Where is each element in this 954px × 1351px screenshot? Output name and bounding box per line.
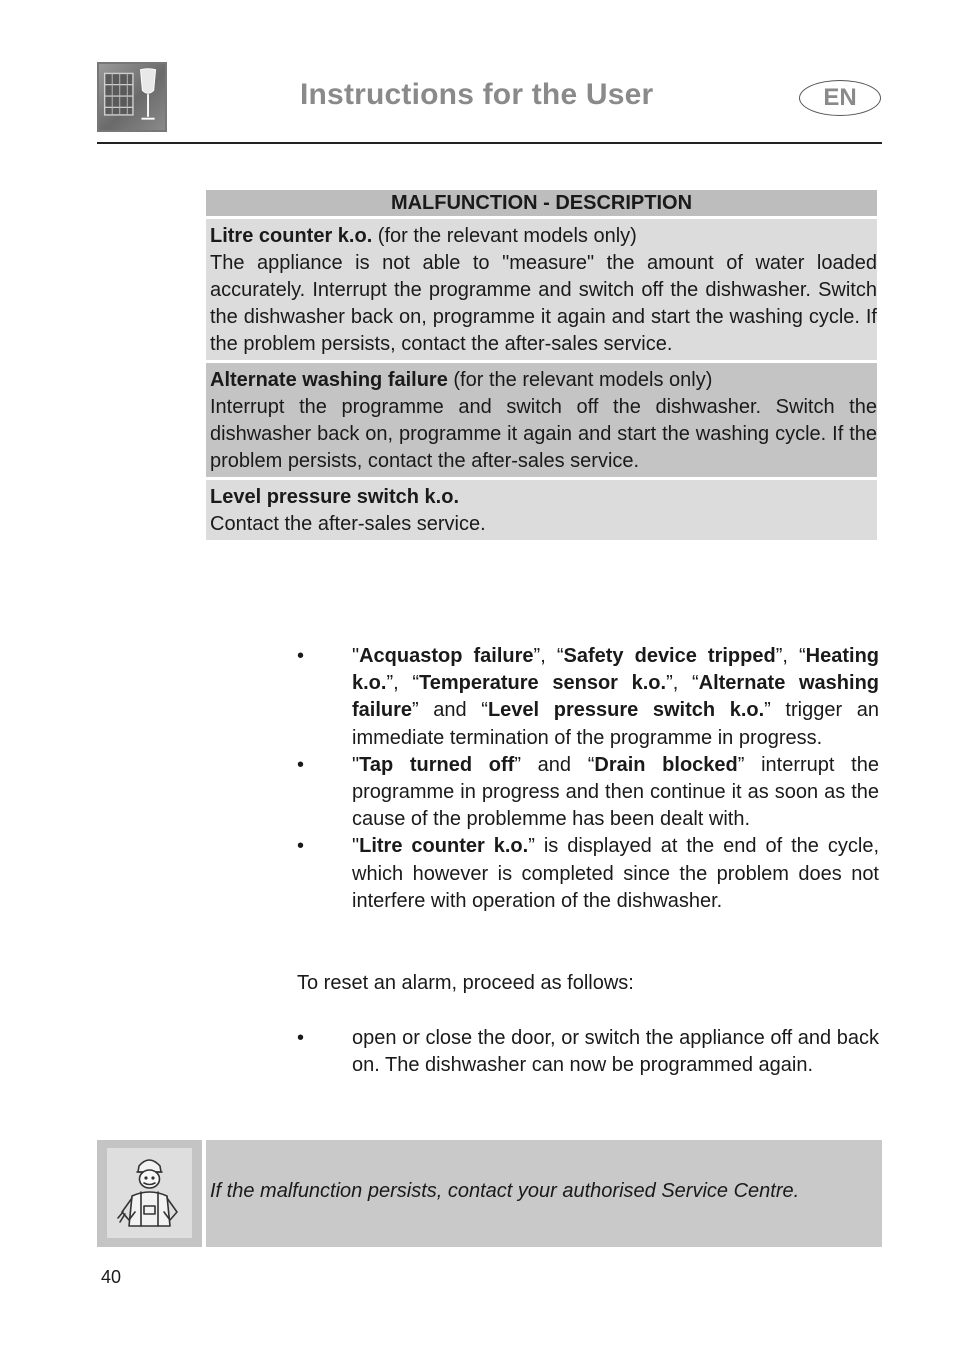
bold-term: Temperature sensor k.o.: [419, 672, 667, 695]
dishwasher-rack-icon: [97, 62, 167, 132]
list-item: [297, 752, 879, 834]
list-item: [297, 1025, 879, 1079]
list-text: ” is displayed at the end of the cycle, which however is completed since the problem does not interfere with operation of the dishwasher.: [352, 835, 880, 912]
row-title: Alternate washing failure: [210, 369, 448, 391]
reset-steps-list: [297, 1025, 879, 1079]
page-number: 40: [101, 1267, 122, 1287]
bold-term: Level pressure switch k.o.: [487, 699, 765, 722]
list-text: ": [352, 645, 360, 667]
bold-term: Safety device tripped: [563, 645, 776, 667]
list-item: [297, 643, 879, 752]
bold-term: Drain blocked: [594, 753, 738, 776]
row-note: (for the relevant models only): [447, 369, 713, 391]
list-item: [297, 833, 879, 915]
list-text: ”, “: [775, 645, 806, 667]
bullet-marker: •: [297, 835, 305, 858]
technician-icon: [107, 1148, 192, 1238]
header-divider: [97, 142, 882, 144]
list-text: ”, “: [386, 672, 420, 695]
row-note: (for the relevant models only): [372, 225, 637, 247]
bullet-marker: •: [297, 1027, 305, 1049]
bold-term: Tap turned off: [359, 753, 515, 776]
malfunction-table: [206, 190, 877, 543]
table-heading: MALFUNCTION - DESCRIPTION: [206, 190, 877, 216]
table-row: [206, 219, 877, 360]
list-text: ": [352, 753, 360, 776]
reset-step-text: open or close the door, or switch the appliance off and back on. The dishwasher can now be programmed again.: [352, 1027, 879, 1077]
bullet-marker: •: [297, 645, 305, 667]
row-description: Contact the after-sales service.: [210, 513, 486, 535]
language-badge: EN: [799, 80, 881, 116]
reset-intro: To reset an alarm, proceed as follows:: [297, 972, 634, 994]
row-title: Litre counter k.o.: [210, 225, 373, 247]
alarm-bullet-list: [297, 643, 879, 915]
list-text: ” and “: [514, 753, 595, 776]
notice-text: If the malfunction persists, contact your authorised Service Centre.: [210, 1180, 800, 1202]
bold-term: Acquastop failure: [359, 645, 534, 667]
bold-term: Litre counter k.o.: [359, 835, 529, 858]
list-text: ”, “: [666, 672, 699, 695]
table-row: [206, 363, 877, 477]
notice-panel: [206, 1140, 882, 1247]
bold-term: Heating k.o.: [352, 645, 880, 695]
bold-term: Alternate washing failure: [352, 672, 880, 722]
row-description: Interrupt the programme and switch off the dishwasher. Switch the dishwasher back on, programme it again and start the washing cycle. If the problem persists, contact the after-sales service.: [210, 396, 877, 472]
list-text: ” interrupt the programme in progress and then continue it as soon as the cause of the problemme has been dealt with.: [352, 753, 879, 831]
list-text: ": [352, 835, 360, 858]
row-description: The appliance is not able to "measure" the amount of water loaded accurately. Interrupt the programme and switch off the dishwasher. Switch the dishwasher back on, programme it again and start the washing cycle. If the problem persists, contact the after-sales service.: [210, 252, 877, 355]
list-text: ” and “: [412, 699, 488, 722]
page-title: Instructions for the User: [300, 78, 654, 111]
row-title: Level pressure switch k.o.: [210, 486, 459, 508]
list-text: ”, “: [533, 645, 564, 667]
notice-icon-panel: [97, 1140, 202, 1247]
list-text: ” trigger an immediate termination of the programme in progress.: [352, 699, 879, 749]
table-row: [206, 480, 877, 540]
bullet-marker: •: [297, 753, 305, 776]
